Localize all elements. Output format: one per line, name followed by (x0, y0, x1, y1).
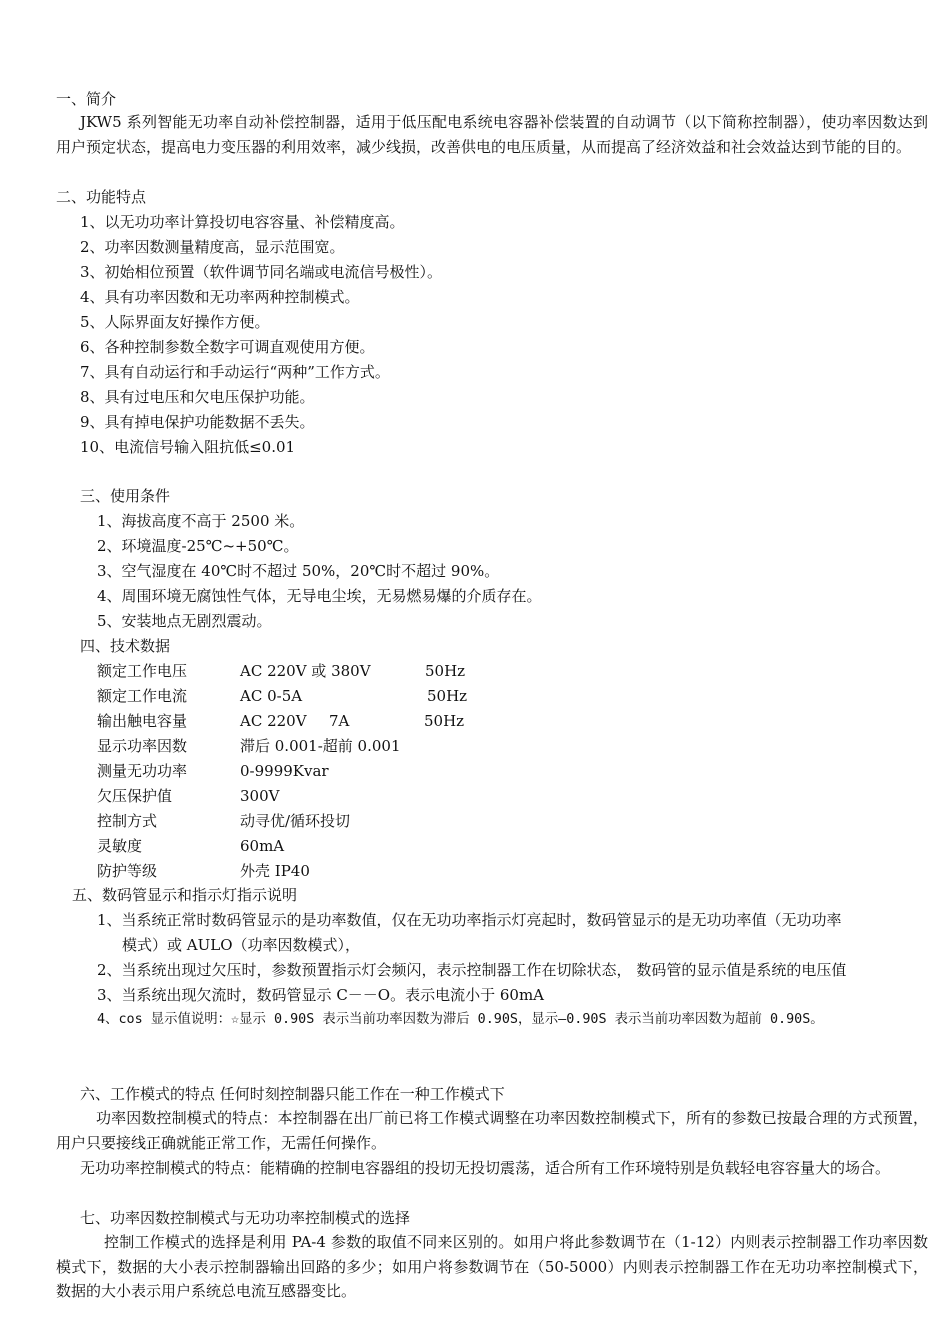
spec-label: 欠压保护值 (97, 787, 173, 805)
spec-label: 额定工作电压 (97, 662, 188, 680)
section-7-title: 七、功率因数控制模式与无功功率控制模式的选择 (80, 1209, 411, 1227)
feature-item: 1、以无功功率计算投切电容容量、补偿精度高。 (80, 213, 405, 231)
condition-item: 1、海拔高度不高于 2500 米。 (97, 512, 305, 530)
feature-item: 7、具有自动运行和手动运行“两种”工作方式。 (80, 363, 390, 381)
feature-item: 4、具有功率因数和无功率两种控制模式。 (80, 288, 360, 306)
section-1-body: JKW5 系列智能无功率自动补偿控制器，适用于低压配电系统电容器补偿装置的自动调节（以下简称控制器），使功率因数达到用户预定状态，提高电力变压器的利用效率，减少线损，改善供电的电压质量，从而提高了经济效益和社会效益达到节能的目的。 (56, 113, 928, 156)
section-3-title: 三、使用条件 (80, 487, 171, 505)
section-7-body: 控制工作模式的选择是利用 PA-4 参数的取值不同来区别的。如用户将此参数调节在（1-12）内则表示控制器工作功率因数模式下，数据的大小表示控制器输出回路的多少；如用户将参数调节在（50-5000）内则表示控制器工作在无功功率控制模式下，数据的大小表示用户系统总电流互感器变比。 (56, 1233, 928, 1301)
display-item: 2、当系统出现过欠压时，参数预置指示灯会频闪，表示控制器工作在切除状态， 数码管的显示值是系统的电压值 (97, 961, 847, 979)
spec-value: 滞后 0.001-超前 0.001 (240, 737, 401, 755)
feature-item: 10、电流信号输入阻抗低≤0.01 (80, 438, 296, 456)
feature-item: 3、初始相位预置（软件调节同名端或电流信号极性）。 (80, 263, 443, 281)
feature-item: 2、功率因数测量精度高，显示范围宽。 (80, 238, 345, 256)
feature-item: 5、人际界面友好操作方便。 (80, 313, 270, 331)
section-6-paragraph-1: 功率因数控制模式的特点：本控制器在出厂前已将工作模式调整在功率因数控制模式下，所有的参数已按最合理的方式预置，用户只要接线正确就能正常工作，无需任何操作。 (56, 1109, 928, 1152)
section-2-title: 二、功能特点 (56, 188, 147, 206)
spec-value: 60mA (240, 837, 285, 855)
spec-label: 灵敏度 (97, 837, 143, 855)
section-6-title: 六、工作模式的特点 任何时刻控制器只能工作在一种工作模式下 (80, 1085, 505, 1103)
spec-label: 防护等级 (97, 862, 158, 880)
spec-value: 动寻优/循环投切 (240, 812, 351, 830)
spec-extra: 50Hz (424, 712, 465, 730)
spec-label: 输出触电容量 (97, 712, 188, 730)
spec-value: AC 0-5A (240, 687, 303, 705)
spec-label: 控制方式 (97, 812, 158, 830)
feature-item: 8、具有过电压和欠电压保护功能。 (80, 388, 315, 406)
spec-label: 测量无功功率 (97, 762, 188, 780)
condition-item: 2、环境温度-25℃~+50℃。 (97, 537, 299, 555)
spec-value: AC 220V 或 380V (240, 662, 371, 680)
display-item: 3、当系统出现欠流时，数码管显示 C－－O。表示电流小于 60mA (97, 986, 544, 1004)
spec-value: AC 220V (240, 712, 307, 730)
spec-value: 0-9999Kvar (240, 762, 329, 780)
section-4-title: 四、技术数据 (80, 637, 171, 655)
spec-extra: 50Hz (425, 662, 466, 680)
spec-label: 额定工作电流 (97, 687, 188, 705)
condition-item: 5、安装地点无剧烈震动。 (97, 612, 272, 630)
spec-label: 显示功率因数 (97, 737, 188, 755)
section-1-title: 一、简介 (56, 90, 117, 108)
condition-item: 3、空气湿度在 40℃时不超过 50%，20℃时不超过 90%。 (97, 562, 500, 580)
spec-value: 外壳 IP40 (240, 862, 310, 880)
display-item-continued: 模式）或 AULO（功率因数模式）， (122, 936, 361, 954)
spec-mid: 7A (329, 712, 350, 730)
feature-item: 6、各种控制参数全数字可调直观使用方便。 (80, 338, 375, 356)
spec-value: 300V (240, 787, 280, 805)
display-item: 1、当系统正常时数码管显示的是功率数值，仅在无功功率指示灯亮起时，数码管显示的是无功功率值（无功功率 (97, 911, 842, 929)
spec-extra: 50Hz (427, 687, 468, 705)
section-5-title: 五、数码管显示和指示灯指示说明 (72, 886, 298, 904)
display-item: 4、cos 显示值说明：☆显示 0.90S 表示当前功率因数为滞后 0.90S，显示—0.90S 表示当前功率因数为超前 0.90S。 (97, 1012, 824, 1027)
feature-item: 9、具有掉电保护功能数据不丢失。 (80, 413, 315, 431)
condition-item: 4、周围环境无腐蚀性气体，无导电尘埃，无易燃易爆的介质存在。 (97, 587, 542, 605)
section-6-paragraph-2: 无功功率控制模式的特点：能精确的控制电容器组的投切无投切震荡，适合所有工作环境特别是负载轻电容容量大的场合。 (80, 1159, 891, 1177)
